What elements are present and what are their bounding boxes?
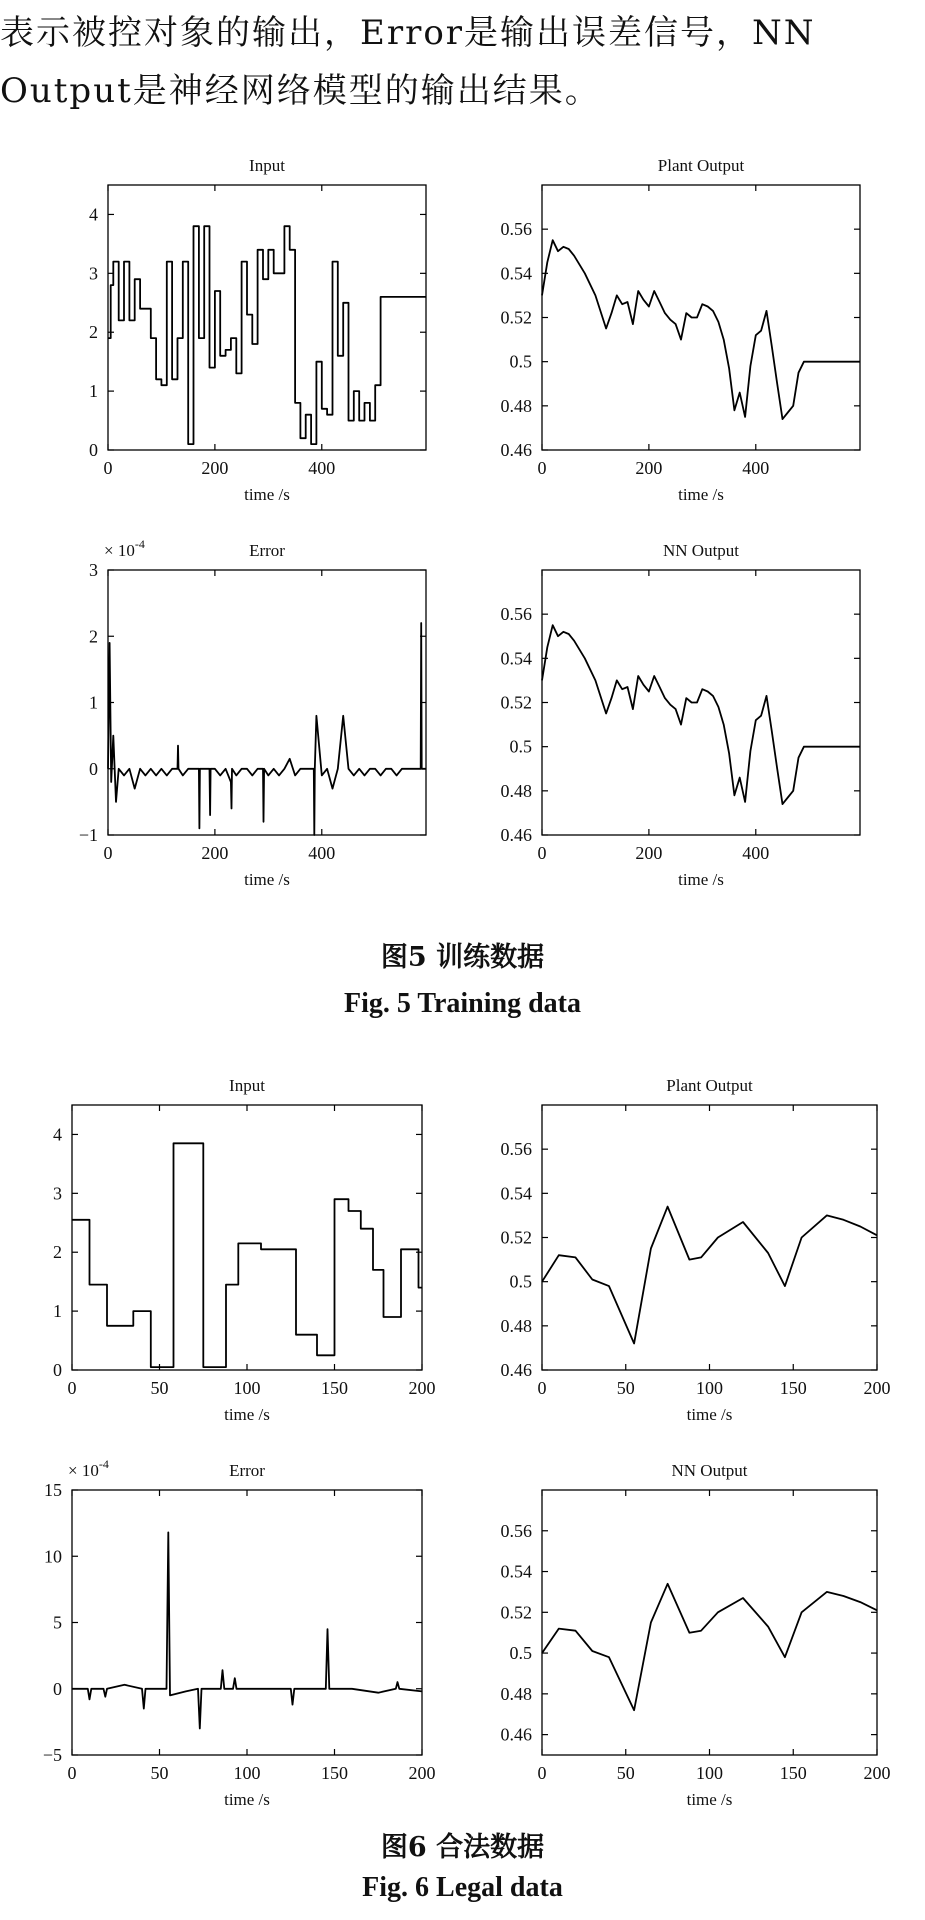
x-tick-label: 50 bbox=[150, 1763, 169, 1783]
y-tick-label: 0.5 bbox=[509, 736, 532, 757]
x-tick-label: 0 bbox=[537, 458, 547, 478]
y-tick-label: 3 bbox=[89, 560, 98, 580]
f6-plant-chart bbox=[485, 1060, 895, 1425]
series-line bbox=[108, 226, 426, 444]
f6-input-chart bbox=[30, 1060, 440, 1425]
f6-nn-svg bbox=[485, 1435, 895, 1830]
y-tick-label: 0.54 bbox=[500, 1183, 532, 1204]
y-tick-label: 3 bbox=[53, 1183, 62, 1204]
y-tick-label: 0.48 bbox=[500, 1315, 532, 1336]
plot-frame bbox=[72, 1490, 422, 1755]
series-line bbox=[108, 623, 426, 835]
axis-exponent: × $10^{-4}$ bbox=[68, 1457, 109, 1480]
intro-line-2: Output是神经网络模型的输出结果。 bbox=[0, 71, 601, 111]
x-axis-label: time /s bbox=[244, 485, 290, 504]
y-tick-label: 0.48 bbox=[500, 1683, 532, 1704]
y-tick-label: 0.52 bbox=[500, 692, 532, 713]
chart-title: Error bbox=[249, 541, 285, 560]
x-axis-label: time /s bbox=[224, 1405, 270, 1424]
x-tick-label: 150 bbox=[321, 1763, 348, 1783]
x-tick-label: 0 bbox=[67, 1763, 77, 1783]
f6-error-chart bbox=[30, 1435, 440, 1830]
x-tick-label: 200 bbox=[201, 458, 229, 478]
x-tick-label: 0 bbox=[537, 1378, 547, 1398]
y-tick-label: 0.5 bbox=[509, 1643, 532, 1664]
f5-error-chart bbox=[60, 520, 435, 905]
series-line bbox=[72, 1143, 422, 1367]
plot-frame bbox=[542, 185, 860, 450]
f6-error-svg bbox=[30, 1435, 440, 1830]
y-tick-label: 0.46 bbox=[500, 1360, 532, 1380]
y-tick-label: 0.46 bbox=[500, 1724, 532, 1745]
y-tick-label: 0 bbox=[53, 1678, 62, 1699]
y-tick-label: 0.52 bbox=[500, 307, 532, 328]
y-tick-label: 10 bbox=[44, 1546, 62, 1567]
f5-plant-svg bbox=[490, 145, 865, 510]
plot-frame bbox=[72, 1105, 422, 1370]
y-tick-label: 0.54 bbox=[500, 648, 532, 669]
chart-title: NN Output bbox=[662, 541, 740, 560]
x-axis-label: time /s bbox=[686, 1405, 733, 1424]
series-line bbox=[542, 625, 860, 804]
plot-frame bbox=[108, 570, 426, 835]
f5-nn-chart bbox=[490, 520, 865, 905]
x-tick-label: 400 bbox=[742, 458, 770, 478]
y-tick-label: 0.56 bbox=[500, 1520, 532, 1541]
x-axis-label: time /s bbox=[244, 870, 290, 889]
y-tick-label: 0 bbox=[89, 440, 98, 460]
y-tick-label: 0.52 bbox=[500, 1602, 532, 1623]
x-tick-label: 200 bbox=[863, 1378, 891, 1398]
y-tick-label: 0.46 bbox=[500, 440, 532, 460]
x-tick-label: 200 bbox=[408, 1378, 436, 1398]
series-line bbox=[542, 240, 860, 419]
intro-line-1: 表示被控对象的输出，Error是输出误差信号，NN bbox=[0, 13, 816, 53]
x-tick-label: 50 bbox=[616, 1378, 635, 1398]
axis-exponent: × $10^{-4}$ bbox=[104, 537, 145, 560]
y-tick-label: 0.5 bbox=[509, 351, 532, 372]
f5-plant-chart bbox=[490, 145, 865, 510]
y-tick-label: 1 bbox=[89, 381, 98, 402]
y-tick-label: 4 bbox=[89, 204, 98, 225]
f6-plant-svg bbox=[485, 1060, 895, 1425]
y-tick-label: 0.56 bbox=[500, 219, 532, 240]
plot-frame bbox=[108, 185, 426, 450]
x-axis-label: time /s bbox=[678, 485, 724, 504]
y-tick-label: 0.56 bbox=[500, 604, 532, 625]
x-tick-label: 100 bbox=[696, 1378, 723, 1398]
y-tick-label: 15 bbox=[44, 1480, 62, 1500]
series-line bbox=[542, 1207, 877, 1344]
y-tick-label: 2 bbox=[89, 322, 98, 343]
fig5-caption-en: Fig. 5 Training data bbox=[343, 988, 581, 1019]
y-tick-label: 2 bbox=[89, 626, 98, 647]
x-tick-label: 150 bbox=[321, 1378, 348, 1398]
y-tick-label: 3 bbox=[89, 263, 98, 284]
x-tick-label: 200 bbox=[201, 843, 229, 863]
x-tick-label: 150 bbox=[779, 1378, 807, 1398]
y-tick-label: −1 bbox=[78, 825, 98, 845]
f5-input-chart bbox=[60, 145, 435, 510]
x-axis-label: time /s bbox=[678, 870, 724, 889]
fig6-caption-en: Fig. 6 Legal data bbox=[362, 1872, 563, 1903]
y-tick-label: 1 bbox=[53, 1301, 62, 1322]
x-tick-label: 50 bbox=[616, 1763, 635, 1783]
x-tick-label: 0 bbox=[537, 843, 547, 863]
y-tick-label: 0 bbox=[53, 1360, 62, 1380]
series-line bbox=[542, 1584, 877, 1710]
fig6-caption-zh: 图6 合法数据 bbox=[380, 1832, 545, 1863]
x-axis-label: time /s bbox=[224, 1790, 270, 1809]
x-tick-label: 0 bbox=[103, 458, 113, 478]
chart-title: Plant Output bbox=[657, 156, 745, 175]
chart-title: Plant Output bbox=[666, 1076, 753, 1095]
x-tick-label: 0 bbox=[67, 1378, 77, 1398]
x-tick-label: 400 bbox=[742, 843, 770, 863]
y-tick-label: 0.54 bbox=[500, 1561, 532, 1582]
x-tick-label: 200 bbox=[863, 1763, 891, 1783]
y-tick-label: 0.52 bbox=[500, 1227, 532, 1248]
x-tick-label: 400 bbox=[308, 458, 336, 478]
plot-frame bbox=[542, 570, 860, 835]
y-tick-label: 0 bbox=[89, 758, 98, 779]
x-tick-label: 150 bbox=[779, 1763, 807, 1783]
f5-input-svg bbox=[60, 145, 435, 510]
intro-paragraph bbox=[0, 4, 925, 120]
x-tick-label: 0 bbox=[103, 843, 113, 863]
y-tick-label: 1 bbox=[89, 692, 98, 713]
x-tick-label: 100 bbox=[233, 1378, 261, 1398]
chart-title: Input bbox=[249, 156, 285, 175]
chart-title: Error bbox=[229, 1461, 265, 1480]
x-tick-label: 50 bbox=[150, 1378, 169, 1398]
y-tick-label: 2 bbox=[53, 1242, 62, 1263]
y-tick-label: −5 bbox=[42, 1745, 62, 1765]
f5-nn-svg bbox=[490, 520, 865, 905]
series-line bbox=[72, 1532, 422, 1728]
y-tick-label: 0.48 bbox=[500, 780, 532, 801]
x-tick-label: 200 bbox=[635, 458, 663, 478]
plot-frame bbox=[542, 1105, 877, 1370]
y-tick-label: 0.48 bbox=[500, 395, 532, 416]
x-tick-label: 200 bbox=[635, 843, 663, 863]
x-tick-label: 200 bbox=[408, 1763, 436, 1783]
x-tick-label: 400 bbox=[308, 843, 336, 863]
y-tick-label: 0.56 bbox=[500, 1139, 532, 1160]
y-tick-label: 0.54 bbox=[500, 263, 532, 284]
f6-nn-chart bbox=[485, 1435, 895, 1830]
y-tick-label: 4 bbox=[53, 1124, 62, 1145]
chart-title: NN Output bbox=[671, 1461, 748, 1480]
chart-title: Input bbox=[229, 1076, 265, 1095]
y-tick-label: 5 bbox=[53, 1612, 62, 1633]
y-tick-label: 0.46 bbox=[500, 825, 532, 845]
x-tick-label: 100 bbox=[233, 1763, 261, 1783]
f5-error-svg bbox=[60, 520, 435, 905]
x-axis-label: time /s bbox=[686, 1790, 733, 1809]
f6-input-svg bbox=[30, 1060, 440, 1425]
x-tick-label: 100 bbox=[696, 1763, 723, 1783]
y-tick-label: 0.5 bbox=[509, 1271, 532, 1292]
fig5-caption-zh: 图5 训练数据 bbox=[380, 942, 545, 973]
x-tick-label: 0 bbox=[537, 1763, 547, 1783]
